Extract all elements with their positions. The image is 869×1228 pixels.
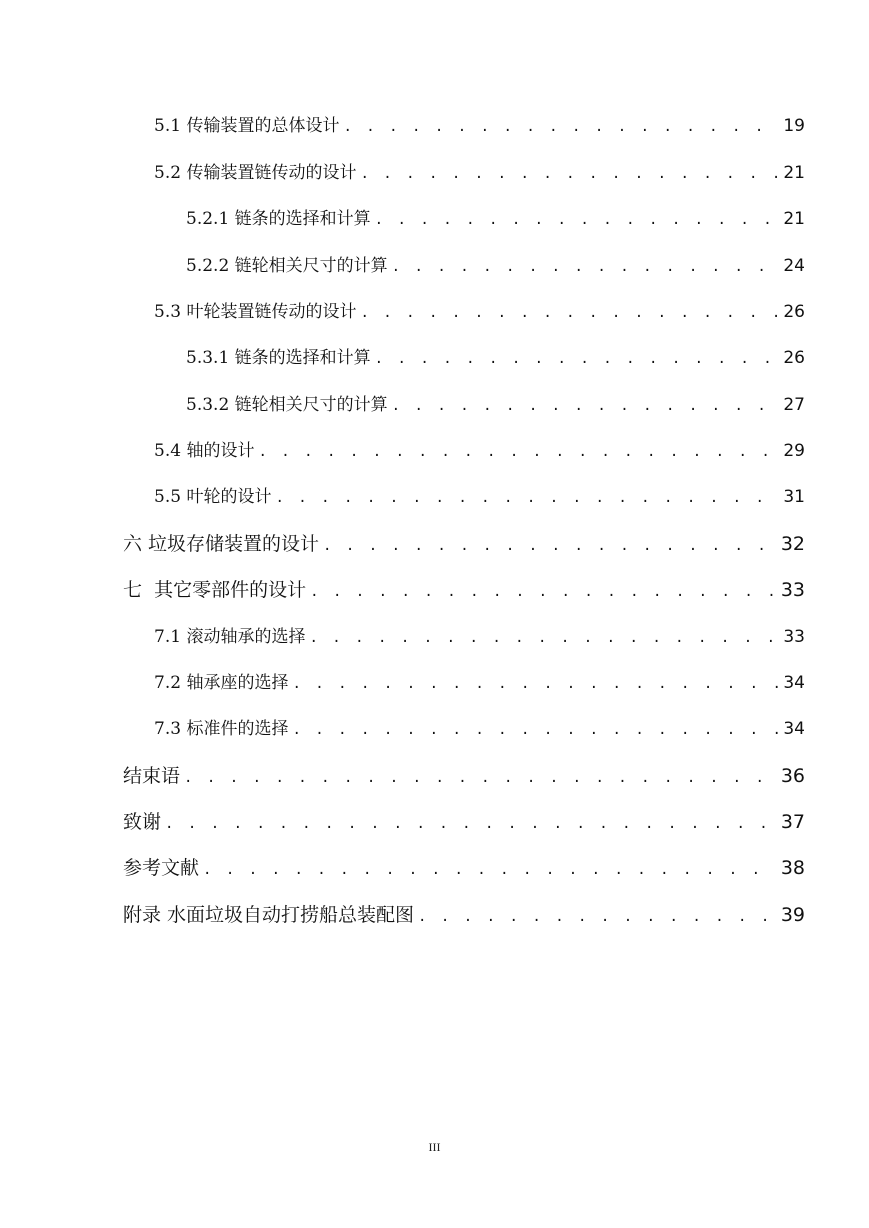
toc-entry[interactable] (154, 482, 805, 512)
toc-entry-page: 26 (783, 302, 805, 322)
toc-entry[interactable] (154, 436, 805, 466)
toc-entry[interactable] (186, 251, 805, 281)
toc-entry-title: 5.2.1 链条的选择和计算 (186, 209, 371, 229)
toc-entry-page: 38 (780, 857, 805, 879)
toc-dot-leader (203, 855, 777, 885)
toc-entry[interactable] (186, 343, 805, 373)
toc-dot-leader (360, 159, 779, 189)
toc-dot-leader (418, 902, 777, 932)
toc-dot-leader (275, 483, 779, 513)
toc-entry-title: 7.3 标准件的选择 (154, 719, 289, 739)
toc-entry-title: 六 垃圾存储装置的设计 (123, 533, 320, 555)
toc-entry[interactable] (123, 807, 805, 837)
toc-entry-page: 26 (783, 348, 805, 368)
toc-entry-title: 7.1 滚动轴承的选择 (154, 627, 306, 647)
toc-entry-page: 37 (780, 811, 805, 833)
toc-entry-page: 33 (780, 579, 805, 601)
toc-entry[interactable] (154, 297, 805, 327)
toc-dot-leader (360, 298, 779, 328)
toc-entry-title: 参考文献 (123, 857, 200, 879)
toc-entry-page: 39 (780, 904, 805, 926)
toc-entry-page: 27 (783, 395, 805, 415)
toc-entry-title: 5.4 轴的设计 (154, 441, 255, 461)
toc-entry-title: 结束语 (123, 765, 181, 787)
toc-entry-title: 附录 水面垃圾自动打捞船总装配图 (123, 904, 415, 926)
toc-entry-page: 36 (780, 765, 805, 787)
toc-dot-leader (292, 715, 779, 745)
toc-dot-leader (375, 205, 780, 235)
toc-entry-title: 5.3.2 链轮相关尺寸的计算 (186, 395, 388, 415)
toc-dot-leader (258, 437, 779, 467)
toc-dot-leader (392, 252, 780, 282)
toc-entry-title: 5.2 传输装置链传动的设计 (154, 163, 357, 183)
toc-entry-page: 32 (780, 533, 805, 555)
toc-entry-page: 33 (783, 627, 805, 647)
toc-entry-page: 21 (783, 163, 805, 183)
toc-entry-page: 34 (783, 719, 805, 739)
toc-entry[interactable] (154, 668, 805, 698)
toc-entry-title: 5.5 叶轮的设计 (154, 487, 272, 507)
toc-entry-title: 5.2.2 链轮相关尺寸的计算 (186, 256, 388, 276)
toc-entry[interactable] (154, 158, 805, 188)
toc-entry[interactable] (154, 714, 805, 744)
toc-dot-leader (343, 112, 779, 142)
toc-dot-leader (292, 669, 779, 699)
toc-entry-page: 34 (783, 673, 805, 693)
toc-entry-page: 19 (783, 116, 805, 136)
toc-entry[interactable] (154, 622, 805, 652)
toc-dot-leader (375, 344, 780, 374)
toc-dot-leader (309, 623, 779, 653)
toc-dot-leader (392, 391, 780, 421)
toc-entry-page: 21 (783, 209, 805, 229)
toc-entry[interactable] (123, 575, 805, 605)
toc-entry[interactable] (186, 390, 805, 420)
toc-entry-title: 5.3 叶轮装置链传动的设计 (154, 302, 357, 322)
toc-dot-leader (184, 763, 777, 793)
toc-entry[interactable] (123, 761, 805, 791)
toc-dot-leader (323, 531, 777, 561)
toc-entry-title: 七 其它零部件的设计 (123, 579, 307, 601)
toc-entry-title: 致谢 (123, 811, 162, 833)
toc-entry[interactable] (123, 529, 805, 559)
toc-entry-page: 24 (783, 256, 805, 276)
toc-entry[interactable] (123, 900, 805, 930)
toc-entry-title: 7.2 轴承座的选择 (154, 673, 289, 693)
toc-entry-page: 29 (783, 441, 805, 461)
toc-dot-leader (165, 809, 777, 839)
toc-entry-title: 5.1 传输装置的总体设计 (154, 116, 340, 136)
page-number: III (428, 1140, 441, 1154)
toc-entry[interactable] (123, 853, 805, 883)
toc-entry[interactable] (186, 204, 805, 234)
toc-entry-title: 5.3.1 链条的选择和计算 (186, 348, 371, 368)
toc-entry-page: 31 (783, 487, 805, 507)
toc-dot-leader (310, 577, 777, 607)
toc-entry[interactable] (154, 111, 805, 141)
